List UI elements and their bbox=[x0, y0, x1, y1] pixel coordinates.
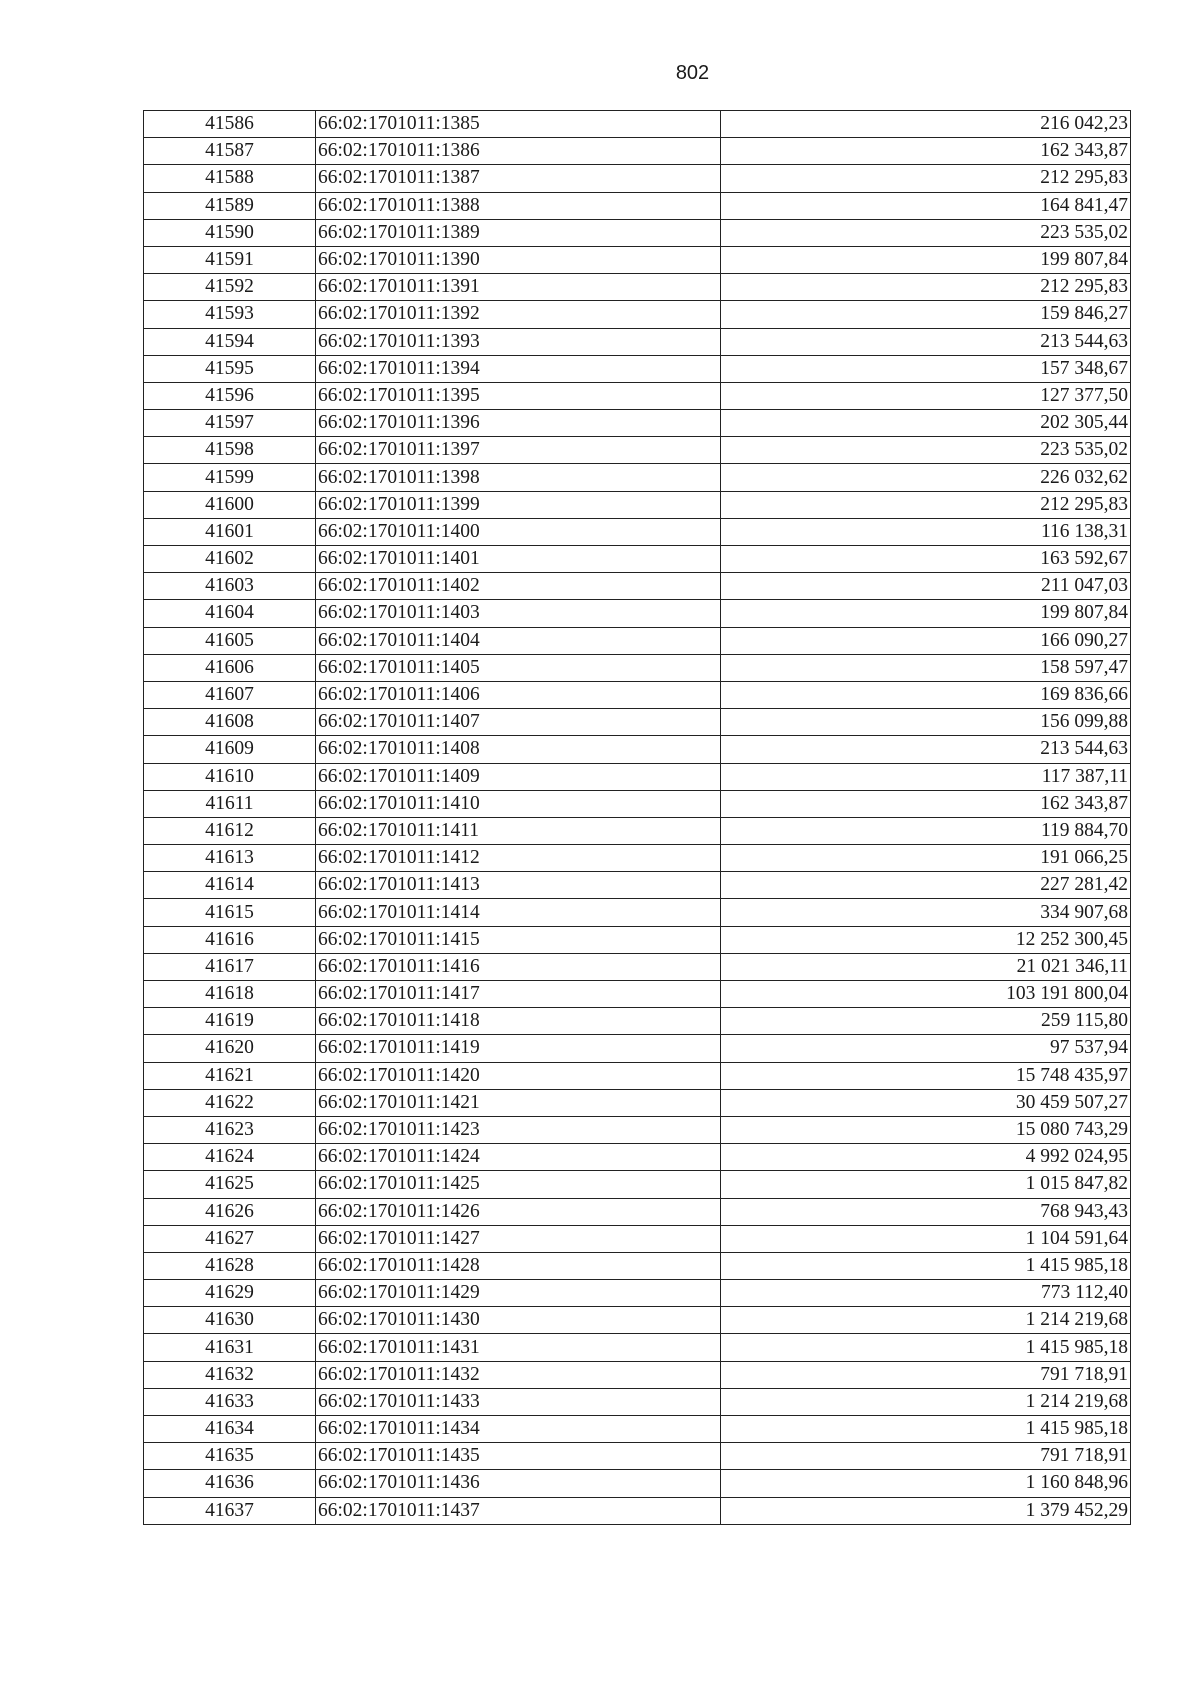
cadastral-number-cell: 66:02:1701011:1423 bbox=[316, 1116, 721, 1143]
table-row bbox=[144, 899, 1131, 926]
cadastral-number-cell: 66:02:1701011:1388 bbox=[316, 192, 721, 219]
table-row bbox=[144, 301, 1131, 328]
table-row bbox=[144, 491, 1131, 518]
row-number-cell: 41630 bbox=[144, 1307, 316, 1334]
value-cell: 191 066,25 bbox=[721, 845, 1131, 872]
value-cell: 199 807,84 bbox=[721, 246, 1131, 273]
value-cell: 117 387,11 bbox=[721, 763, 1131, 790]
table-row bbox=[144, 138, 1131, 165]
value-cell: 791 718,91 bbox=[721, 1443, 1131, 1470]
row-number-cell: 41609 bbox=[144, 736, 316, 763]
table-row bbox=[144, 763, 1131, 790]
cadastral-number-cell: 66:02:1701011:1405 bbox=[316, 654, 721, 681]
row-number-cell: 41626 bbox=[144, 1198, 316, 1225]
table-row bbox=[144, 355, 1131, 382]
table-row bbox=[144, 872, 1131, 899]
value-cell: 226 032,62 bbox=[721, 464, 1131, 491]
row-number-cell: 41607 bbox=[144, 681, 316, 708]
cadastral-number-cell: 66:02:1701011:1434 bbox=[316, 1416, 721, 1443]
row-number-cell: 41622 bbox=[144, 1089, 316, 1116]
table-row bbox=[144, 1307, 1131, 1334]
table-row bbox=[144, 1252, 1131, 1279]
table-row bbox=[144, 627, 1131, 654]
cadastral-number-cell: 66:02:1701011:1396 bbox=[316, 410, 721, 437]
table-row bbox=[144, 1035, 1131, 1062]
table-row bbox=[144, 1416, 1131, 1443]
row-number-cell: 41634 bbox=[144, 1416, 316, 1443]
table-row bbox=[144, 328, 1131, 355]
cadastral-number-cell: 66:02:1701011:1433 bbox=[316, 1388, 721, 1415]
value-cell: 169 836,66 bbox=[721, 681, 1131, 708]
value-cell: 15 748 435,97 bbox=[721, 1062, 1131, 1089]
cadastral-number-cell: 66:02:1701011:1395 bbox=[316, 382, 721, 409]
value-cell: 166 090,27 bbox=[721, 627, 1131, 654]
row-number-cell: 41628 bbox=[144, 1252, 316, 1279]
row-number-cell: 41606 bbox=[144, 654, 316, 681]
value-cell: 227 281,42 bbox=[721, 872, 1131, 899]
value-cell: 199 807,84 bbox=[721, 600, 1131, 627]
value-cell: 216 042,23 bbox=[721, 111, 1131, 138]
value-cell: 21 021 346,11 bbox=[721, 953, 1131, 980]
cadastral-number-cell: 66:02:1701011:1406 bbox=[316, 681, 721, 708]
cadastral-number-cell: 66:02:1701011:1421 bbox=[316, 1089, 721, 1116]
cadastral-number-cell: 66:02:1701011:1407 bbox=[316, 709, 721, 736]
value-cell: 213 544,63 bbox=[721, 736, 1131, 763]
cadastral-number-cell: 66:02:1701011:1413 bbox=[316, 872, 721, 899]
value-cell: 1 415 985,18 bbox=[721, 1416, 1131, 1443]
value-cell: 212 295,83 bbox=[721, 491, 1131, 518]
row-number-cell: 41602 bbox=[144, 546, 316, 573]
row-number-cell: 41586 bbox=[144, 111, 316, 138]
table-row bbox=[144, 1334, 1131, 1361]
value-cell: 1 015 847,82 bbox=[721, 1171, 1131, 1198]
value-cell: 163 592,67 bbox=[721, 546, 1131, 573]
cadastral-number-cell: 66:02:1701011:1416 bbox=[316, 953, 721, 980]
table-row bbox=[144, 1280, 1131, 1307]
cadastral-number-cell: 66:02:1701011:1431 bbox=[316, 1334, 721, 1361]
value-cell: 1 415 985,18 bbox=[721, 1334, 1131, 1361]
value-cell: 791 718,91 bbox=[721, 1361, 1131, 1388]
table-row bbox=[144, 518, 1131, 545]
table-body bbox=[144, 111, 1131, 1525]
table-row bbox=[144, 464, 1131, 491]
table-row bbox=[144, 1225, 1131, 1252]
value-cell: 213 544,63 bbox=[721, 328, 1131, 355]
cadastral-number-cell: 66:02:1701011:1430 bbox=[316, 1307, 721, 1334]
table-row bbox=[144, 790, 1131, 817]
value-cell: 97 537,94 bbox=[721, 1035, 1131, 1062]
row-number-cell: 41591 bbox=[144, 246, 316, 273]
cadastral-number-cell: 66:02:1701011:1428 bbox=[316, 1252, 721, 1279]
cadastral-number-cell: 66:02:1701011:1418 bbox=[316, 1008, 721, 1035]
cadastral-number-cell: 66:02:1701011:1400 bbox=[316, 518, 721, 545]
row-number-cell: 41615 bbox=[144, 899, 316, 926]
table-row bbox=[144, 736, 1131, 763]
row-number-cell: 41620 bbox=[144, 1035, 316, 1062]
table-row bbox=[144, 274, 1131, 301]
cadastral-number-cell: 66:02:1701011:1393 bbox=[316, 328, 721, 355]
cadastral-number-cell: 66:02:1701011:1385 bbox=[316, 111, 721, 138]
table-row bbox=[144, 709, 1131, 736]
table-row bbox=[144, 246, 1131, 273]
row-number-cell: 41595 bbox=[144, 355, 316, 382]
table-row bbox=[144, 817, 1131, 844]
table-row bbox=[144, 1443, 1131, 1470]
table-row bbox=[144, 1089, 1131, 1116]
row-number-cell: 41601 bbox=[144, 518, 316, 545]
value-cell: 15 080 743,29 bbox=[721, 1116, 1131, 1143]
value-cell: 1 379 452,29 bbox=[721, 1497, 1131, 1524]
table-row bbox=[144, 654, 1131, 681]
value-cell: 30 459 507,27 bbox=[721, 1089, 1131, 1116]
cadastral-number-cell: 66:02:1701011:1432 bbox=[316, 1361, 721, 1388]
value-cell: 1 214 219,68 bbox=[721, 1388, 1131, 1415]
value-cell: 223 535,02 bbox=[721, 219, 1131, 246]
row-number-cell: 41596 bbox=[144, 382, 316, 409]
table-row bbox=[144, 1470, 1131, 1497]
row-number-cell: 41588 bbox=[144, 165, 316, 192]
table-row bbox=[144, 1388, 1131, 1415]
table-row bbox=[144, 573, 1131, 600]
value-cell: 212 295,83 bbox=[721, 274, 1131, 301]
row-number-cell: 41599 bbox=[144, 464, 316, 491]
table-row bbox=[144, 926, 1131, 953]
cadastral-number-cell: 66:02:1701011:1402 bbox=[316, 573, 721, 600]
cadastral-number-cell: 66:02:1701011:1424 bbox=[316, 1144, 721, 1171]
cadastral-number-cell: 66:02:1701011:1429 bbox=[316, 1280, 721, 1307]
row-number-cell: 41603 bbox=[144, 573, 316, 600]
row-number-cell: 41613 bbox=[144, 845, 316, 872]
value-cell: 259 115,80 bbox=[721, 1008, 1131, 1035]
value-cell: 334 907,68 bbox=[721, 899, 1131, 926]
cadastral-number-cell: 66:02:1701011:1419 bbox=[316, 1035, 721, 1062]
table-row bbox=[144, 1497, 1131, 1524]
row-number-cell: 41590 bbox=[144, 219, 316, 246]
cadastral-number-cell: 66:02:1701011:1404 bbox=[316, 627, 721, 654]
cadastral-number-cell: 66:02:1701011:1425 bbox=[316, 1171, 721, 1198]
value-cell: 223 535,02 bbox=[721, 437, 1131, 464]
cadastral-number-cell: 66:02:1701011:1387 bbox=[316, 165, 721, 192]
cadastral-number-cell: 66:02:1701011:1394 bbox=[316, 355, 721, 382]
cadastral-number-cell: 66:02:1701011:1417 bbox=[316, 981, 721, 1008]
value-cell: 156 099,88 bbox=[721, 709, 1131, 736]
table-row bbox=[144, 1116, 1131, 1143]
row-number-cell: 41611 bbox=[144, 790, 316, 817]
cadastral-number-cell: 66:02:1701011:1410 bbox=[316, 790, 721, 817]
row-number-cell: 41612 bbox=[144, 817, 316, 844]
table-row bbox=[144, 1008, 1131, 1035]
value-cell: 202 305,44 bbox=[721, 410, 1131, 437]
cadastral-number-cell: 66:02:1701011:1435 bbox=[316, 1443, 721, 1470]
row-number-cell: 41598 bbox=[144, 437, 316, 464]
row-number-cell: 41632 bbox=[144, 1361, 316, 1388]
row-number-cell: 41608 bbox=[144, 709, 316, 736]
table-row bbox=[144, 1171, 1131, 1198]
table-row bbox=[144, 219, 1131, 246]
row-number-cell: 41631 bbox=[144, 1334, 316, 1361]
value-cell: 116 138,31 bbox=[721, 518, 1131, 545]
value-cell: 127 377,50 bbox=[721, 382, 1131, 409]
value-cell: 103 191 800,04 bbox=[721, 981, 1131, 1008]
cadastral-number-cell: 66:02:1701011:1408 bbox=[316, 736, 721, 763]
table-row bbox=[144, 546, 1131, 573]
table-row bbox=[144, 953, 1131, 980]
cadastral-number-cell: 66:02:1701011:1427 bbox=[316, 1225, 721, 1252]
value-cell: 157 348,67 bbox=[721, 355, 1131, 382]
row-number-cell: 41619 bbox=[144, 1008, 316, 1035]
row-number-cell: 41594 bbox=[144, 328, 316, 355]
cadastral-table bbox=[143, 110, 1131, 1525]
table-row bbox=[144, 437, 1131, 464]
row-number-cell: 41597 bbox=[144, 410, 316, 437]
table-row bbox=[144, 192, 1131, 219]
row-number-cell: 41618 bbox=[144, 981, 316, 1008]
row-number-cell: 41624 bbox=[144, 1144, 316, 1171]
table-row bbox=[144, 410, 1131, 437]
value-cell: 1 160 848,96 bbox=[721, 1470, 1131, 1497]
value-cell: 1 214 219,68 bbox=[721, 1307, 1131, 1334]
row-number-cell: 41629 bbox=[144, 1280, 316, 1307]
value-cell: 158 597,47 bbox=[721, 654, 1131, 681]
value-cell: 162 343,87 bbox=[721, 138, 1131, 165]
value-cell: 1 104 591,64 bbox=[721, 1225, 1131, 1252]
row-number-cell: 41621 bbox=[144, 1062, 316, 1089]
row-number-cell: 41627 bbox=[144, 1225, 316, 1252]
table-row bbox=[144, 382, 1131, 409]
value-cell: 159 846,27 bbox=[721, 301, 1131, 328]
row-number-cell: 41610 bbox=[144, 763, 316, 790]
row-number-cell: 41614 bbox=[144, 872, 316, 899]
cadastral-number-cell: 66:02:1701011:1412 bbox=[316, 845, 721, 872]
table-row bbox=[144, 681, 1131, 708]
row-number-cell: 41633 bbox=[144, 1388, 316, 1415]
cadastral-number-cell: 66:02:1701011:1411 bbox=[316, 817, 721, 844]
cadastral-number-cell: 66:02:1701011:1436 bbox=[316, 1470, 721, 1497]
cadastral-number-cell: 66:02:1701011:1389 bbox=[316, 219, 721, 246]
table-row bbox=[144, 1198, 1131, 1225]
row-number-cell: 41593 bbox=[144, 301, 316, 328]
table-row bbox=[144, 600, 1131, 627]
cadastral-number-cell: 66:02:1701011:1437 bbox=[316, 1497, 721, 1524]
table-row bbox=[144, 1361, 1131, 1388]
cadastral-number-cell: 66:02:1701011:1399 bbox=[316, 491, 721, 518]
cadastral-number-cell: 66:02:1701011:1386 bbox=[316, 138, 721, 165]
cadastral-number-cell: 66:02:1701011:1391 bbox=[316, 274, 721, 301]
value-cell: 162 343,87 bbox=[721, 790, 1131, 817]
row-number-cell: 41617 bbox=[144, 953, 316, 980]
value-cell: 1 415 985,18 bbox=[721, 1252, 1131, 1279]
value-cell: 768 943,43 bbox=[721, 1198, 1131, 1225]
row-number-cell: 41600 bbox=[144, 491, 316, 518]
value-cell: 212 295,83 bbox=[721, 165, 1131, 192]
row-number-cell: 41587 bbox=[144, 138, 316, 165]
table-row bbox=[144, 165, 1131, 192]
row-number-cell: 41636 bbox=[144, 1470, 316, 1497]
value-cell: 211 047,03 bbox=[721, 573, 1131, 600]
table-row bbox=[144, 1062, 1131, 1089]
row-number-cell: 41623 bbox=[144, 1116, 316, 1143]
row-number-cell: 41637 bbox=[144, 1497, 316, 1524]
row-number-cell: 41589 bbox=[144, 192, 316, 219]
row-number-cell: 41605 bbox=[144, 627, 316, 654]
row-number-cell: 41625 bbox=[144, 1171, 316, 1198]
value-cell: 773 112,40 bbox=[721, 1280, 1131, 1307]
cadastral-number-cell: 66:02:1701011:1403 bbox=[316, 600, 721, 627]
value-cell: 4 992 024,95 bbox=[721, 1144, 1131, 1171]
page-number: 802 bbox=[675, 62, 710, 84]
cadastral-number-cell: 66:02:1701011:1390 bbox=[316, 246, 721, 273]
cadastral-number-cell: 66:02:1701011:1398 bbox=[316, 464, 721, 491]
cadastral-number-cell: 66:02:1701011:1397 bbox=[316, 437, 721, 464]
table-row bbox=[144, 111, 1131, 138]
cadastral-number-cell: 66:02:1701011:1420 bbox=[316, 1062, 721, 1089]
value-cell: 164 841,47 bbox=[721, 192, 1131, 219]
cadastral-number-cell: 66:02:1701011:1409 bbox=[316, 763, 721, 790]
cadastral-number-cell: 66:02:1701011:1414 bbox=[316, 899, 721, 926]
row-number-cell: 41604 bbox=[144, 600, 316, 627]
value-cell: 119 884,70 bbox=[721, 817, 1131, 844]
cadastral-number-cell: 66:02:1701011:1392 bbox=[316, 301, 721, 328]
table-row bbox=[144, 1144, 1131, 1171]
row-number-cell: 41616 bbox=[144, 926, 316, 953]
cadastral-number-cell: 66:02:1701011:1415 bbox=[316, 926, 721, 953]
table-row bbox=[144, 981, 1131, 1008]
cadastral-number-cell: 66:02:1701011:1401 bbox=[316, 546, 721, 573]
row-number-cell: 41592 bbox=[144, 274, 316, 301]
table-row bbox=[144, 845, 1131, 872]
row-number-cell: 41635 bbox=[144, 1443, 316, 1470]
cadastral-number-cell: 66:02:1701011:1426 bbox=[316, 1198, 721, 1225]
value-cell: 12 252 300,45 bbox=[721, 926, 1131, 953]
